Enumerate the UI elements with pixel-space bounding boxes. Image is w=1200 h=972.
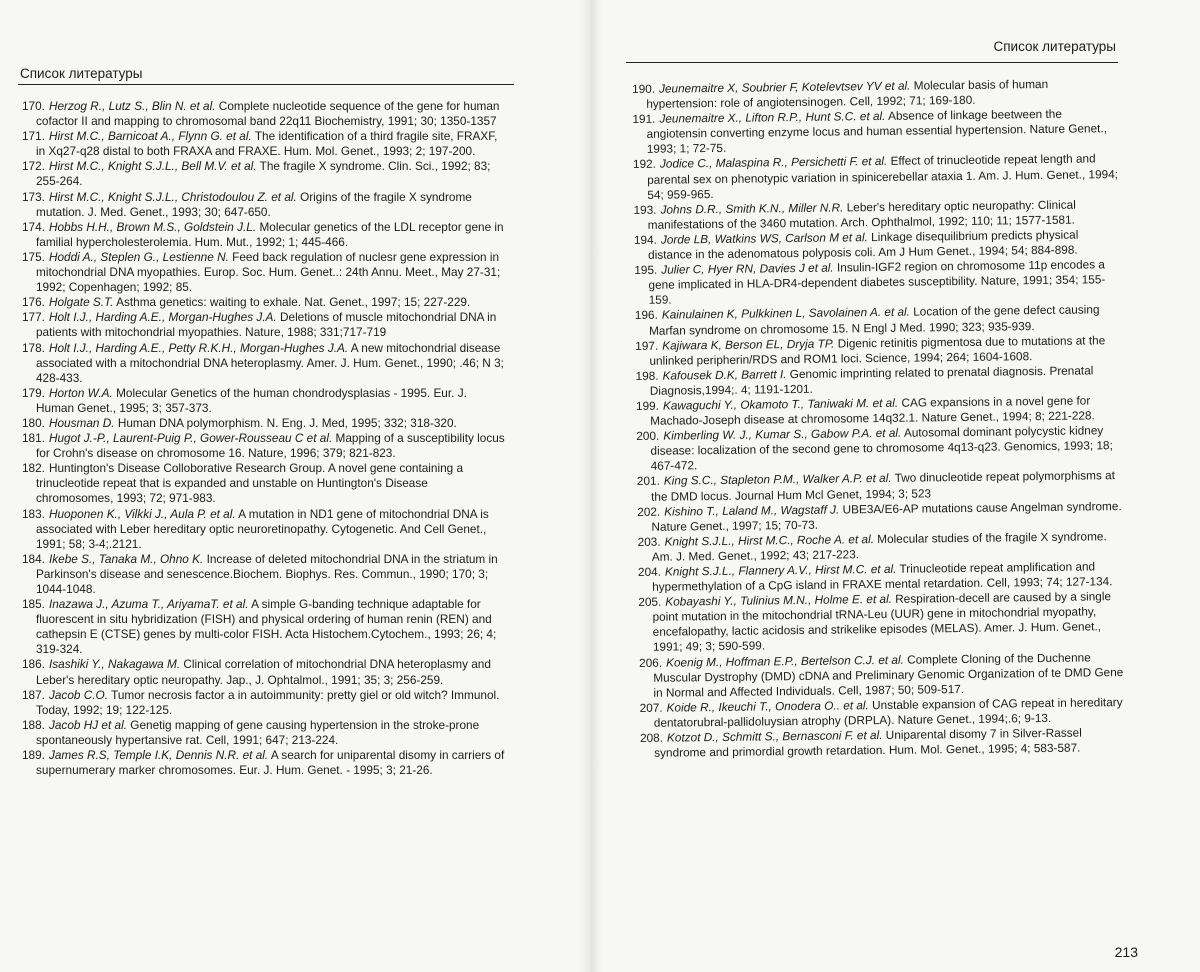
reference-text: Location of the gene defect causing Marfan syndrome on chromosome 15. N Engl J Med. 1990; 323; 935-939. — [648, 302, 1100, 338]
reference-text: Deletions of muscle mitochondrial DNA in patients with mitochondrial myopathies. Nature, 1988; 331;717-719 — [36, 310, 497, 340]
reference-entry — [22, 190, 508, 220]
reference-authors: Kainulainen K, Pulkkinen L, Savolainen A. et al. — [661, 305, 911, 323]
reference-number: 187. — [22, 687, 45, 702]
reference-authors: Hirst M.C., Knight S.J.L., Bell M.V. et al. — [48, 159, 257, 174]
reference-authors: Holt I.J., Harding A.E., Petty R.K.H., Morgan-Hughes J.A. — [48, 340, 349, 355]
reference-authors: Jorde LB, Watkins WS, Carlson M et al. — [660, 230, 868, 247]
reference-authors: Jacob C.O. — [48, 687, 108, 702]
reference-authors: Koenig M., Hoffman E.P., Bertelson C.J. et al. — [665, 652, 904, 670]
reference-number: 184. — [22, 551, 45, 566]
reference-entry — [638, 589, 1129, 655]
right-page — [604, 0, 1200, 972]
reference-text: Molecular basis of human hypertension: role of angiotensinogen. Cell, 1992; 71; 169-180. — [646, 76, 1049, 111]
reference-list — [632, 76, 1130, 761]
reference-number: 171. — [22, 129, 45, 144]
reference-number: 190. — [632, 81, 656, 96]
reference-entry — [22, 295, 508, 310]
reference-text: Molecular genetics of the LDL receptor gene in familial hypercholesterolemia. Hum. Mut., 1992; 1; 445-466. — [36, 219, 504, 249]
left-page — [0, 0, 596, 972]
reference-entry — [22, 657, 508, 687]
reference-number: 172. — [22, 159, 45, 174]
reference-entry — [22, 129, 508, 159]
reference-text: A simple G-banding technique adaptable for fluorescent in situ hybridization (FISH) and physical ordering of human renin (REN) and cathepsin E (CTSE) genes by multi-color FISH. Acta Histochem.Cytochem., 1993; 26; 4; 319-324. — [36, 597, 497, 657]
reference-authors: Kobayashi Y., Tulinius M.N., Holme E. et al. — [665, 592, 893, 609]
reference-authors: Kimberling W. J., Kumar S., Gabow P.A. et al. — [663, 425, 902, 443]
reference-authors: Ikebe S., Tanaka M., Ohno K. — [48, 551, 204, 566]
reference-entry — [632, 106, 1123, 157]
running-header: Список литературы — [20, 66, 143, 81]
reference-number: 195. — [634, 262, 658, 278]
reference-entry — [636, 423, 1127, 474]
reference-entry — [22, 507, 508, 552]
reference-text: A new mitochondrial disease associated with a mitochondrial DNA heteroplasmy. Amer. J. Hum. Genet., 1990; .46; N 3; 428-433. — [36, 340, 504, 385]
reference-entry — [22, 341, 508, 386]
reference-number: 174. — [22, 219, 45, 234]
reference-text: Increase of deleted mitochondrial DNA in the striatum in Parkinson's disease and senescence.Biochem. Biophys. Res. Commun., 1990; 170; 3; 1044-1048. — [36, 551, 498, 596]
reference-number: 183. — [22, 506, 45, 521]
reference-authors: Koide R., Ikeuchi T., Onodera O.. et al. — [666, 697, 869, 715]
reference-authors: Knight S.J.L., Hirst M.C., Roche A. et al. — [664, 531, 875, 549]
reference-text: Digenic retinitis pigmentosa due to mutations at the unlinked peripherin/RDS and ROM1 loci. Science, 1994; 264; 1604-1608. — [649, 332, 1106, 368]
reference-text: Feed back regulation of nuclesr gene expression in mitochondrial DNA myopathies. Europ. Soc. Hum. Genet..: 24th Annu. Meet., May 27-31; 1992; Copenhagen; 1992; 85. — [36, 249, 501, 295]
reference-text: Complete nucleotide sequence of the gene for human cofactor II and mapping to chromosomal band 22q11 Biochemistry, 1991; 30; 1350-1357 — [36, 99, 500, 129]
reference-entry — [22, 748, 508, 778]
reference-authors: Jeunemaitre X., Lifton R.P., Hunt S.C. et al. — [659, 109, 886, 126]
running-header: Список литературы — [993, 39, 1116, 54]
reference-text: Unstable expansion of CAG repeat in hereditary dentatorubral-pallidoluysian atrophy (DRPLA). Nature Genet., 1994;.6; 9-13. — [653, 694, 1123, 730]
reference-entry — [22, 386, 508, 416]
reference-text: Uniparental disomy 7 in Silver-Rassel syndrome and primordial growth retardation. Hum. Mol. Genet., 1995; 4; 583-587. — [654, 725, 1082, 760]
reference-text: Tumor necrosis factor a in autoimmunity: pretty giel or old witch? Immunol. Today, 1992; 19; 122-125. — [36, 687, 500, 717]
reference-entry — [22, 718, 508, 748]
reference-number: 170. — [22, 99, 45, 113]
reference-authors: James R.S, Temple I.K, Dennis N.R. et al. — [48, 748, 269, 763]
reference-text: Effect of trinucleotide repeat length and parental sex on phenotypic variation in spinicerebellar ataxia 1. Am. J. Hum. Genet., 1994; 54; 959-965. — [647, 151, 1119, 202]
reference-authors: Hobbs H.H., Brown M.S., Goldstein J.L. — [48, 219, 257, 234]
reference-authors: Kawaguchi Y., Okamoto T., Taniwaki M. et al. — [662, 395, 899, 413]
reference-number: 204. — [637, 564, 662, 579]
reference-number: 177. — [22, 310, 45, 325]
reference-authors: Hoddi A., Steplen G., Lestienne N. — [48, 249, 229, 264]
reference-entry — [634, 257, 1125, 308]
reference-entry — [22, 688, 508, 718]
reference-authors: Julier C, Hyer RN, Davies J et al. — [661, 260, 834, 277]
reference-text: Origins of the fragile X syndrome mutation. J. Med. Genet., 1993; 30; 647-650. — [36, 189, 472, 219]
reference-authors: Hirst M.C., Barnicoat A., Flynn G. et al. — [48, 129, 252, 144]
reference-text: Respiration-decell are caused by a single point mutation in the mitochondrial tRNA-Leu (UUR) gene in mitochondrial myopathy, encefalopathy, lactic acidosis and strikelike episodes (MELAS). Amer. J. Hum. Genet., 1991; 49; 3; 590-599. — [652, 589, 1112, 655]
reference-authors: Herzog R., Lutz S., Blin N. et al. — [48, 99, 216, 113]
reference-authors: Knight S.J.L., Flannery A.V., Hirst M.C. et al. — [664, 561, 897, 579]
reference-number: 199. — [635, 398, 660, 413]
reference-text: Mapping of a susceptibility locus for Crohn's disease on chromosome 16. Nature, 1996; 379; 821-823. — [36, 431, 505, 461]
reference-number: 198. — [635, 368, 659, 383]
reference-authors: Jacob HJ et al. — [48, 717, 127, 732]
reference-number: 176. — [22, 295, 45, 310]
reference-text: The fragile X syndrome. Clin. Sci., 1992; 83; 255-264. — [36, 159, 491, 189]
reference-text: Huntington's Disease Colloborative Research Group. A novel gene containing a trinucleotide repeat that is expanded and unstable on Huntington's Disease chromosomes, 1993; 72; 971-983. — [36, 461, 464, 506]
reference-entry — [22, 250, 508, 295]
reference-number: 206. — [639, 655, 663, 670]
reference-number: 186. — [22, 657, 45, 672]
reference-text: Human DNA polymorphism. N. Eng. J. Med, 1995; 332; 318-320. — [117, 415, 457, 430]
reference-number: 181. — [22, 431, 45, 446]
reference-entry — [22, 220, 508, 250]
reference-text: Autosomal dominant polycystic kidney disease: localization of the second gene to chromosome 4q13-q23. Genomics, 1993; 18; 467-472. — [650, 423, 1113, 474]
reference-number: 203. — [637, 534, 661, 549]
reference-authors: Hugot J.-P., Laurent-Puig P., Gower-Rousseau C et al. — [48, 431, 333, 446]
reference-text: Complete Cloning of the Duchenne Muscular Dystrophy (DMD) cDNA and Preliminary Genomic Organization of te DMD Gene in Normal and Affected Individuals. Cell, 1987; 50; 509-517. — [653, 650, 1124, 700]
reference-authors: Jeunemaitre X, Soubrier F, Kotelevtsev YV et al. — [658, 78, 911, 96]
reference-text: Trinucleotide repeat amplification and hypermethylation of a CpG island in FRAXE mental retardation. Cell, 1993; 74; 127-134. — [652, 559, 1113, 594]
reference-number: 189. — [22, 748, 45, 763]
reference-number: 205. — [638, 594, 662, 610]
reference-number: 178. — [22, 340, 45, 355]
reference-entry — [22, 99, 508, 129]
reference-authors: Kishino T., Laland M., Wagstaff J. — [664, 502, 840, 519]
reference-number: 180. — [22, 415, 45, 430]
reference-authors: Inazawa J., Azuma T., AriyamaT. et al. — [48, 597, 249, 612]
reference-text: Molecular Genetics of the human chondrodysplasias - 1995. Eur. J. Human Genet., 1995; 3; 357-373. — [36, 385, 467, 415]
reference-number: 208. — [639, 730, 664, 745]
reference-list — [22, 99, 508, 778]
reference-entry — [640, 725, 1130, 761]
reference-number: 201. — [636, 474, 660, 489]
reference-entry — [22, 416, 508, 431]
reference-number: 202. — [637, 504, 661, 519]
reference-entry — [639, 650, 1130, 701]
header-rule — [626, 62, 1118, 63]
reference-number: 194. — [633, 232, 657, 247]
reference-number: 173. — [22, 189, 45, 204]
reference-number: 207. — [639, 700, 663, 715]
reference-number: 193. — [633, 202, 657, 217]
reference-text: CAG expansions in a novel gene for Machado-Joseph disease at chromosome 14q32.1. Nature Genet., 1994; 8; 221-228. — [650, 393, 1095, 428]
reference-authors: Huoponen K., Vilkki J., Aula P. et al. — [48, 506, 236, 521]
reference-text: Asthma genetics: waiting to exhale. Nat. Genet., 1997; 15; 227-229. — [116, 295, 471, 310]
reference-authors: Holt I.J., Harding A.E., Morgan-Hughes J.A. — [48, 310, 277, 325]
reference-text: Molecular studies of the fragile X syndrome. Am. J. Med. Genet., 1992; 43; 217-223. — [651, 529, 1107, 564]
reference-entry — [22, 461, 508, 506]
reference-number: 179. — [22, 385, 45, 400]
reference-text: Absence of linkage beetween the angiotensin converting enzyme locus and human essential hypertension. Nature Genet., 1993; 1; 72-75. — [646, 106, 1108, 157]
reference-authors: Housman D. — [48, 415, 115, 430]
reference-text: A mutation in ND1 gene of mitochondrial DNA is associated with Leber hereditary optic neuroretinopathy. Cytogenetic. And Cell Genet., 1991; 58; 3-4;.2121. — [36, 506, 489, 551]
reference-entry — [22, 431, 508, 461]
reference-text: Linkage disequilibrium predicts physical distance in the adenomatous polyposis coli. Am J Hum Genet., 1994; 54; 884-898. — [648, 227, 1079, 262]
reference-entry — [22, 552, 508, 597]
reference-text: Genetig mapping of gene causing hypertension in the stroke-prone spontaneously hypertansive rat. Cell, 1991; 647; 213-224. — [36, 717, 480, 747]
reference-authors: Horton W.A. — [48, 385, 113, 400]
page-number: 213 — [1114, 944, 1138, 960]
reference-number: 197. — [635, 338, 659, 353]
reference-text: Leber's hereditary optic neuropathy: Clinical manifestations of the 3460 mutation. Arch. Ophthalmol, 1992; 110; 11; 1577-1581. — [647, 197, 1076, 232]
reference-number: 191. — [632, 111, 656, 127]
reference-authors: Kajiwara K, Berson EL, Dryja TP. — [662, 336, 835, 353]
reference-number: 182. — [22, 461, 45, 476]
reference-authors: Jodice C., Malaspina R., Persichetti F. et al. — [659, 154, 888, 172]
reference-authors: Holgate S.T. — [48, 295, 114, 310]
reference-entry — [22, 159, 508, 189]
reference-number: 185. — [22, 597, 45, 612]
reference-text: Two dinucleotide repeat polymorphisms at the DMD locus. Journal Hum Mcl Genet, 1994; 3; 523 — [650, 468, 1116, 504]
reference-text: Genomic imprinting related to prenatal diagnosis. Prenatal Diagnosis,1994;. 4; 1191-1201. — [649, 363, 1094, 398]
reference-entry — [22, 310, 508, 340]
reference-text: Clinical correlation of mitochondrial DNA heteroplasmy and Leber's hereditary optic neuropathy. Jap., J. Ophtalmol., 1991; 35; 3; 256-259. — [36, 657, 491, 687]
reference-number: 200. — [636, 428, 660, 444]
reference-authors: Isashiki Y., Nakagawa M. — [48, 657, 181, 672]
reference-authors: Hirst M.C., Knight S.J.L., Christodoulou Z. et al. — [48, 189, 297, 204]
reference-text: A search for uniparental disomy in carriers of supernumerary marker chromosomes. Eur. J. Hum. Genet. - 1995; 3; 21-26. — [36, 748, 505, 778]
reference-number: 196. — [634, 308, 658, 323]
reference-entry — [22, 597, 508, 657]
reference-authors: Kotzot D., Schmitt S., Bernasconi F. et al. — [666, 728, 883, 745]
reference-entry — [633, 151, 1124, 202]
reference-number: 192. — [632, 157, 657, 172]
reference-text: Insulin-IGF2 region on chromosome 11p encodes a gene implicated in HLA-DR4-dependent diabetes susceptibility. Nature, 1991; 354; 155-159. — [648, 257, 1106, 308]
reference-text: The identification of a third fragile site, FRAXF, in Xq27-q28 distal to both FRAXA and FRAXE. Hum. Mol. Genet., 1993; 2; 197-200. — [36, 129, 498, 159]
reference-authors: Johns D.R., Smith K.N., Miller N.R. — [660, 200, 844, 217]
reference-text: UBE3A/E6-AP mutations cause Angelman syndrome. Nature Genet., 1997; 15; 70-73. — [651, 498, 1122, 534]
reference-number: 188. — [22, 717, 45, 732]
header-rule — [18, 84, 514, 85]
reference-number: 175. — [22, 249, 45, 264]
book-gutter — [577, 0, 603, 972]
reference-authors: Kafousek D.K, Barrett I. — [662, 366, 787, 383]
reference-authors: King S.C., Stapleton P.M., Walker A.P. et al. — [663, 471, 892, 489]
